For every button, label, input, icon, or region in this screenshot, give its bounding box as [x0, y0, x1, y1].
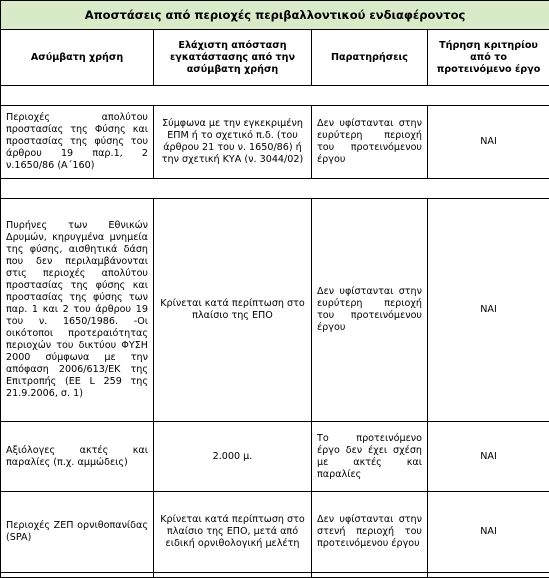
incompatible-use-cell: Πυρήνες των Εθνικών Δρυμών, κηρυγμένα μνημεία της φύσης, αισθητικά δάση που δεν περιλαμβάνονται στις περιοχές απολύτου προστασίας της φύσης και προστασίας της φύσης των παρ. 1 και 2 του άρθρου 19 του ν. 1650/1986. -Οι οικότοποι προτεραιότητας περιοχών του δικτύου ΦΥΣΗ 2000 σύμφωνα με την απόφαση 2006/613/ΕΚ της Επιτροπής (ΕΕ L 259 της 21.9.2006, σ. 1) — [1, 199, 154, 422]
table-row — [1, 106, 549, 179]
table-row-cut-off — [1, 573, 549, 578]
table-header-row — [1, 30, 549, 86]
header-incompatible-use: Ασύμβατη χρήση — [1, 30, 154, 86]
spacer-row — [1, 179, 549, 199]
spacer-row — [1, 86, 549, 106]
header-remarks: Παρατηρήσεις — [312, 30, 428, 86]
table-row — [1, 199, 549, 422]
header-criterion-compliance: Τήρηση κριτηρίου από το προτεινόμενο έργο — [428, 30, 549, 86]
remarks-cell: Δεν υφίστανται στην στενή περιοχή του προτεινόμενου έργου — [312, 492, 428, 573]
distance-cell: Κρίνεται κατά περίπτωση στο πλαίσιο της ΕΠΟ, μετά από ειδική ορνιθολογική μελέτη — [154, 492, 312, 573]
remarks-cell: Δεν υφίστανται στην ευρύτερη περιοχή του προτεινόμενου έργου — [312, 106, 428, 179]
remarks-cell: Δεν υφίστανται στην ευρύτερη περιοχή του προτεινόμενου έργου — [312, 199, 428, 422]
incompatible-use-cell: Περιοχές ΖΕΠ ορνιθοπανίδας (SPA) — [1, 492, 154, 573]
distance-cell: Κρίνεται κατά περίπτωση στο πλαίσιο της ΕΠΟ — [154, 199, 312, 422]
compliance-cell: ΝΑΙ — [428, 422, 549, 492]
compliance-cell: ΝΑΙ — [428, 106, 549, 179]
remarks-cell: Το προτεινόμενο έργο δεν έχει σχέση με ακτές και παραλίες — [312, 422, 428, 492]
distance-cell: Σύμφωνα με την εγκεκριμένη ΕΠΜ ή το σχετικό π.δ. (του άρθρου 21 του ν. 1650/86) ή την σχετική ΚΥΑ (ν. 3044/02) — [154, 106, 312, 179]
compliance-cell: ΝΑΙ — [428, 492, 549, 573]
table-row — [1, 422, 549, 492]
incompatible-use-cell: Περιοχές απολύτου προστασίας της Φύσης και προστασίας της φύσης του άρθρου 19 παρ.1, 2 ν.1650/86 (Α΄160) — [1, 106, 154, 179]
incompatible-use-cell: Αξιόλογες ακτές και παραλίες (π.χ. αμμώδεις) — [1, 422, 154, 492]
table-title: Αποστάσεις από περιοχές περιβαλλοντικού ενδιαφέροντος — [1, 1, 549, 30]
table-title-row — [1, 1, 549, 30]
compliance-cell: ΝΑΙ — [428, 199, 549, 422]
distance-cell: 2.000 μ. — [154, 422, 312, 492]
table-row — [1, 492, 549, 573]
header-minimum-distance: Ελάχιστη απόσταση εγκατάστασης από την ασύμβατη χρήση — [154, 30, 312, 86]
